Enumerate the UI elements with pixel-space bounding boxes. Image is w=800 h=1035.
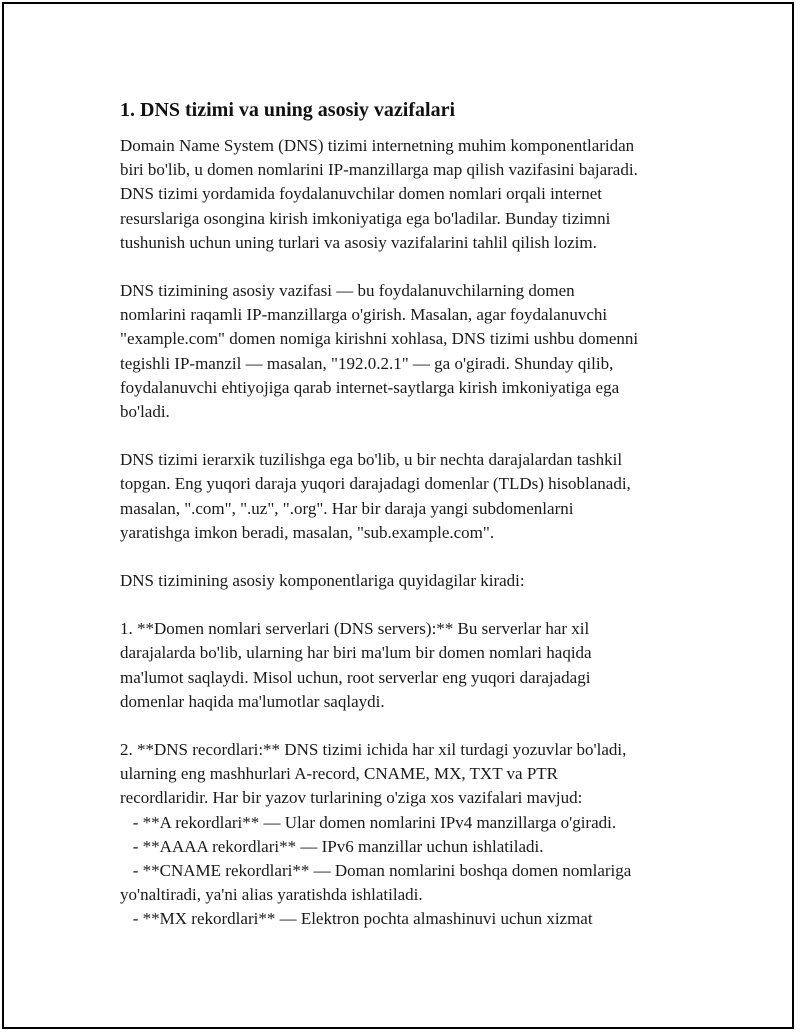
text-line: foydalanuvchi ehtiyojiga qarab internet-saytlarga kirish imkoniyatiga ega: [120, 377, 620, 397]
paragraph-intro: [120, 134, 690, 255]
text-line: yo'naltiradi, ya'ni alias yaratishda ishlatiladi.: [120, 885, 423, 905]
document-content: [120, 96, 690, 956]
text-line: ularning eng mashhurlari A-record, CNAME, MX, TXT va PTR: [120, 764, 558, 784]
text-line: nomlarini raqamli IP-manzillarga o'girish. Masalan, agar foydalanuvchi: [120, 305, 608, 325]
section-heading: 1. DNS tizimi va uning asosiy vazifalari: [120, 99, 456, 121]
text-line: yaratishga imkon beradi, masalan, "sub.example.com".: [120, 522, 495, 542]
text-line: darajalarda bo'lib, ularning har biri ma'lum bir domen nomlari haqida: [120, 643, 592, 663]
text-line: DNS tizimi yordamida foydalanuvchilar domen nomlari orqali internet: [120, 184, 603, 204]
text-line: resurslariga osongina kirish imkoniyatiga ega bo'ladilar. Bunday tizimni: [120, 208, 611, 228]
text-line: - **AAAA rekordlari** — IPv6 manzillar uchun ishlatiladi.: [120, 836, 544, 856]
text-line: masalan, ".com", ".uz", ".org". Har bir daraja yangi subdomenlarni: [120, 498, 574, 518]
text-line: tushunish uchun uning turlari va asosiy vazifalarini tahlil qilish lozim.: [120, 232, 597, 252]
text-line: DNS tizimi ierarxik tuzilishga ega bo'lib, u bir nechta darajalardan tashkil: [120, 450, 623, 470]
text-line: DNS tizimining asosiy vazifasi — bu foydalanuvchilarning domen: [120, 281, 575, 301]
text-line: recordlaridir. Har bir yazov turlarining o'ziga xos vazifalari mavjud:: [120, 788, 583, 808]
text-line: tegishli IP-manzil — masalan, "192.0.2.1" — ga o'giradi. Shunday qilib,: [120, 353, 614, 373]
paragraph-components-intro: [120, 569, 690, 593]
text-line: - **MX rekordlari** — Elektron pochta almashinuvi uchun xizmat: [120, 909, 593, 929]
text-line: 1. **Domen nomlari serverlari (DNS servers):** Bu serverlar har xil: [120, 619, 590, 639]
text-line: - **A rekordlari** — Ular domen nomlarini IPv4 manzillarga o'giradi.: [120, 812, 617, 832]
text-line: bo'ladi.: [120, 402, 170, 422]
list-item-dns-servers: [120, 617, 690, 714]
text-line: 2. **DNS recordlari:** DNS tizimi ichida har xil turdagi yozuvlar bo'ladi,: [120, 740, 627, 760]
text-line: - **CNAME rekordlari** — Doman nomlarini boshqa domen nomlariga: [120, 861, 632, 881]
text-line: biri bo'lib, u domen nomlarini IP-manzillarga map qilish vazifasini bajaradi.: [120, 160, 638, 180]
paragraph-main-function: [120, 279, 690, 424]
text-line: "example.com" domen nomiga kirishni xohlasa, DNS tizimi ushbu domenni: [120, 329, 639, 349]
text-line: Domain Name System (DNS) tizimi internetning muhim komponentlaridan: [120, 136, 635, 155]
text-line: domenlar haqida ma'lumotlar saqlaydi.: [120, 691, 385, 711]
document-page: [2, 2, 794, 1029]
list-item-dns-records: [120, 738, 690, 932]
paragraph-hierarchy: [120, 448, 690, 545]
text-line: DNS tizimining asosiy komponentlariga quyidagilar kiradi:: [120, 571, 525, 591]
text-line: topgan. Eng yuqori daraja yuqori darajadagi domenlar (TLDs) hisoblanadi,: [120, 474, 631, 494]
text-line: ma'lumot saqlaydi. Misol uchun, root serverlar eng yuqori darajadagi: [120, 667, 591, 687]
